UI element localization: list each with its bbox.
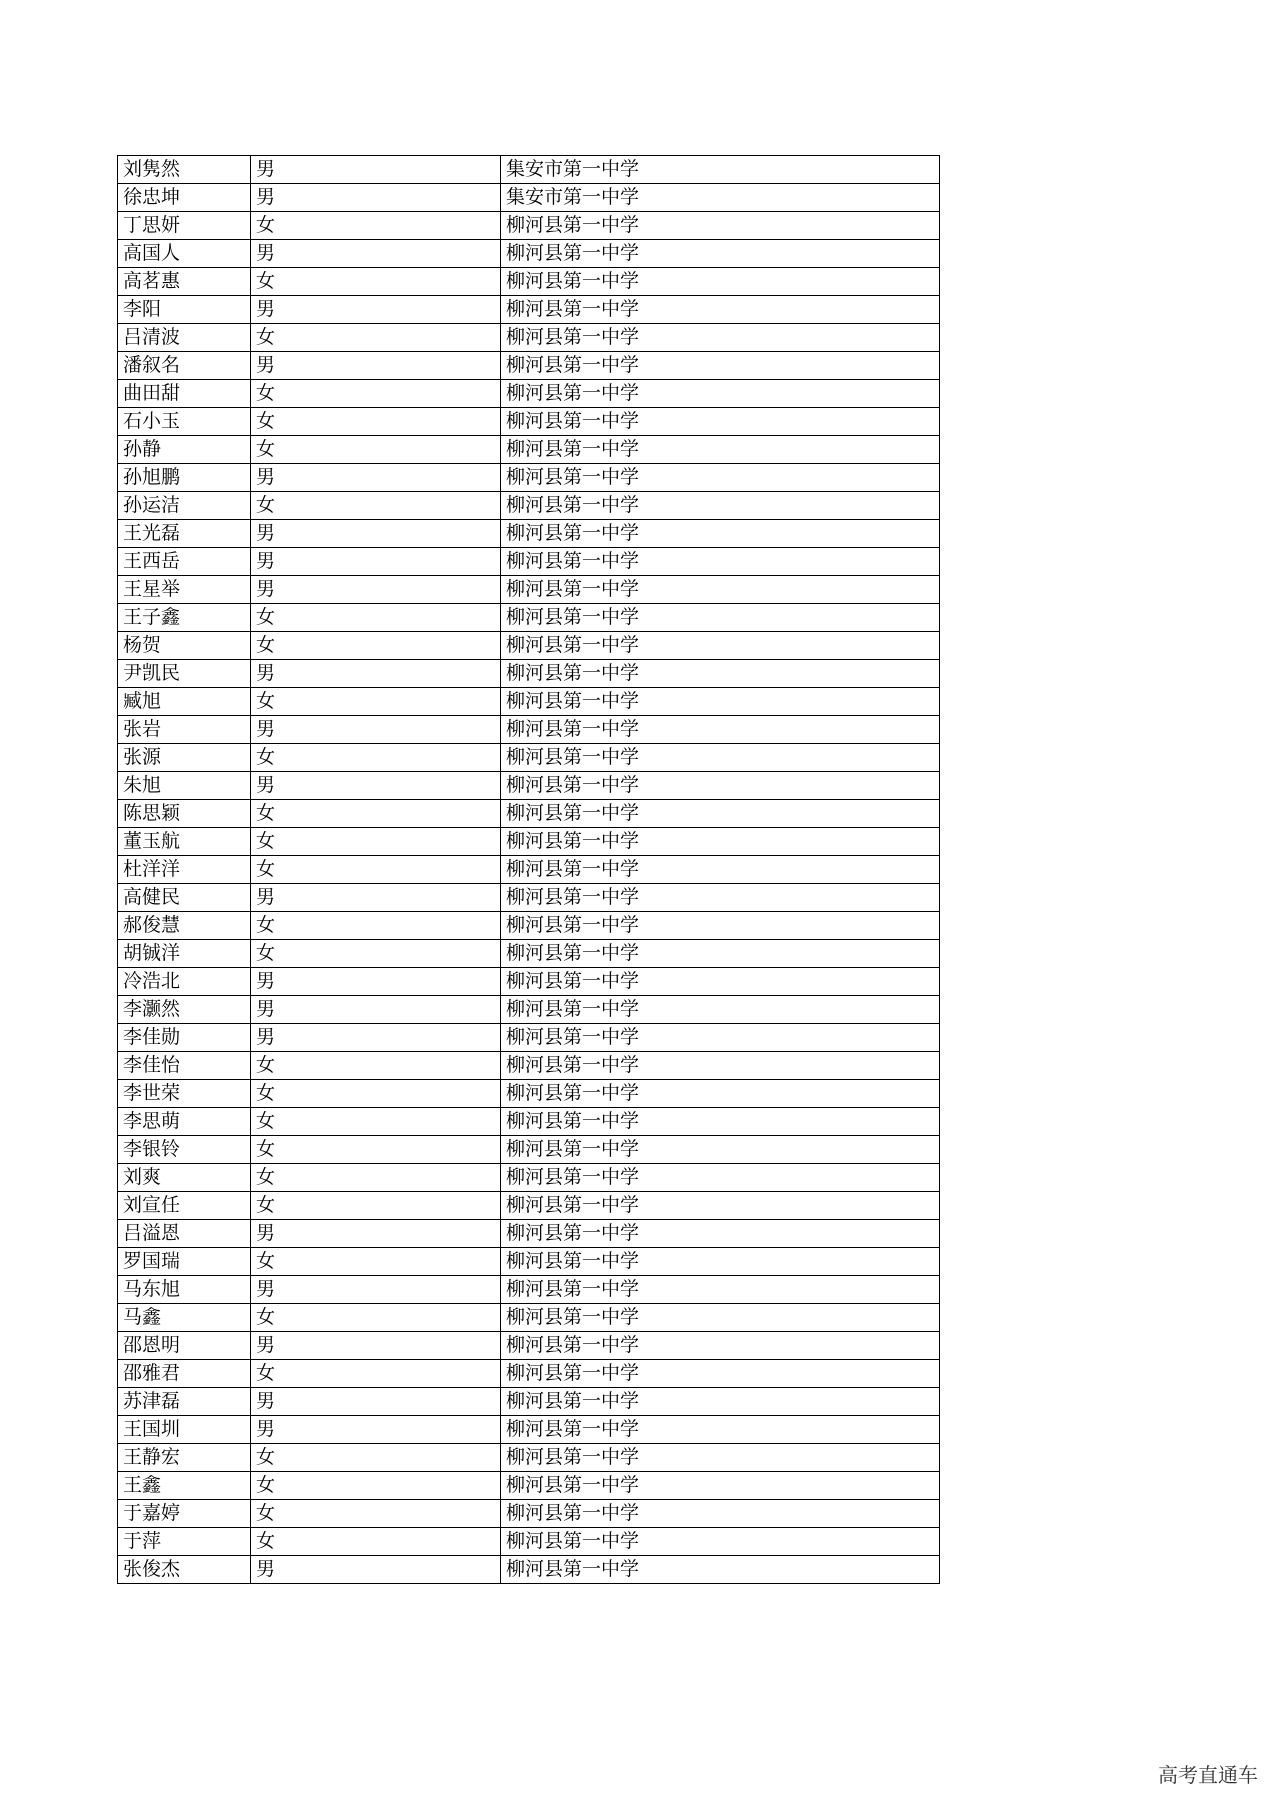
school-cell: 柳河县第一中学	[501, 996, 940, 1024]
school-cell: 柳河县第一中学	[501, 828, 940, 856]
gender-cell: 女	[251, 912, 501, 940]
school-cell: 柳河县第一中学	[501, 660, 940, 688]
name-cell: 丁思妍	[118, 212, 251, 240]
school-cell: 柳河县第一中学	[501, 1220, 940, 1248]
name-cell: 王西岳	[118, 548, 251, 576]
table-row	[118, 1388, 940, 1416]
school-cell: 柳河县第一中学	[501, 856, 940, 884]
table-row	[118, 1556, 940, 1584]
table-row	[118, 1024, 940, 1052]
name-cell: 马东旭	[118, 1276, 251, 1304]
gender-cell: 女	[251, 268, 501, 296]
name-cell: 王静宏	[118, 1444, 251, 1472]
school-cell: 柳河县第一中学	[501, 1528, 940, 1556]
table-row	[118, 856, 940, 884]
table-row	[118, 240, 940, 268]
gender-cell: 男	[251, 968, 501, 996]
gender-cell: 男	[251, 660, 501, 688]
table-row	[118, 1276, 940, 1304]
student-table-body	[118, 156, 940, 1584]
name-cell: 罗国瑞	[118, 1248, 251, 1276]
school-cell: 柳河县第一中学	[501, 492, 940, 520]
table-row	[118, 940, 940, 968]
table-row	[118, 1220, 940, 1248]
school-cell: 柳河县第一中学	[501, 632, 940, 660]
gender-cell: 女	[251, 1444, 501, 1472]
school-cell: 柳河县第一中学	[501, 1136, 940, 1164]
gender-cell: 女	[251, 1500, 501, 1528]
table-row	[118, 996, 940, 1024]
school-cell: 柳河县第一中学	[501, 1556, 940, 1584]
school-cell: 柳河县第一中学	[501, 464, 940, 492]
school-cell: 柳河县第一中学	[501, 520, 940, 548]
table-row	[118, 1108, 940, 1136]
table-row	[118, 1472, 940, 1500]
table-row	[118, 380, 940, 408]
name-cell: 董玉航	[118, 828, 251, 856]
school-cell: 柳河县第一中学	[501, 240, 940, 268]
table-row	[118, 716, 940, 744]
name-cell: 王光磊	[118, 520, 251, 548]
school-cell: 柳河县第一中学	[501, 1080, 940, 1108]
gender-cell: 女	[251, 1080, 501, 1108]
table-row	[118, 184, 940, 212]
gender-cell: 女	[251, 688, 501, 716]
school-cell: 集安市第一中学	[501, 184, 940, 212]
gender-cell: 女	[251, 380, 501, 408]
school-cell: 柳河县第一中学	[501, 1332, 940, 1360]
gender-cell: 女	[251, 1052, 501, 1080]
school-cell: 柳河县第一中学	[501, 1500, 940, 1528]
table-row	[118, 968, 940, 996]
name-cell: 李思萌	[118, 1108, 251, 1136]
school-cell: 柳河县第一中学	[501, 1108, 940, 1136]
gender-cell: 女	[251, 1164, 501, 1192]
name-cell: 刘爽	[118, 1164, 251, 1192]
name-cell: 陈思颖	[118, 800, 251, 828]
name-cell: 张俊杰	[118, 1556, 251, 1584]
table-row	[118, 408, 940, 436]
table-row	[118, 1528, 940, 1556]
table-row	[118, 464, 940, 492]
gender-cell: 女	[251, 492, 501, 520]
name-cell: 李阳	[118, 296, 251, 324]
name-cell: 尹凯民	[118, 660, 251, 688]
table-row	[118, 576, 940, 604]
school-cell: 柳河县第一中学	[501, 800, 940, 828]
school-cell: 柳河县第一中学	[501, 1192, 940, 1220]
name-cell: 李佳怡	[118, 1052, 251, 1080]
gender-cell: 女	[251, 408, 501, 436]
gender-cell: 男	[251, 1388, 501, 1416]
school-cell: 柳河县第一中学	[501, 1276, 940, 1304]
table-row	[118, 1416, 940, 1444]
name-cell: 张源	[118, 744, 251, 772]
gender-cell: 女	[251, 1304, 501, 1332]
name-cell: 吕清波	[118, 324, 251, 352]
name-cell: 刘隽然	[118, 156, 251, 184]
table-row	[118, 1080, 940, 1108]
table-row	[118, 828, 940, 856]
table-row	[118, 1304, 940, 1332]
school-cell: 柳河县第一中学	[501, 296, 940, 324]
table-row	[118, 156, 940, 184]
name-cell: 王鑫	[118, 1472, 251, 1500]
watermark-text: 高考直通车	[1158, 1763, 1258, 1787]
gender-cell: 男	[251, 240, 501, 268]
school-cell: 柳河县第一中学	[501, 1416, 940, 1444]
school-cell: 柳河县第一中学	[501, 1248, 940, 1276]
gender-cell: 女	[251, 632, 501, 660]
gender-cell: 男	[251, 1276, 501, 1304]
table-row	[118, 604, 940, 632]
name-cell: 李灏然	[118, 996, 251, 1024]
table-row	[118, 268, 940, 296]
school-cell: 柳河县第一中学	[501, 576, 940, 604]
name-cell: 刘宣任	[118, 1192, 251, 1220]
school-cell: 柳河县第一中学	[501, 940, 940, 968]
name-cell: 臧旭	[118, 688, 251, 716]
gender-cell: 男	[251, 884, 501, 912]
school-cell: 柳河县第一中学	[501, 884, 940, 912]
name-cell: 曲田甜	[118, 380, 251, 408]
gender-cell: 男	[251, 296, 501, 324]
gender-cell: 女	[251, 856, 501, 884]
school-cell: 柳河县第一中学	[501, 912, 940, 940]
gender-cell: 女	[251, 1528, 501, 1556]
school-cell: 柳河县第一中学	[501, 548, 940, 576]
name-cell: 杨贺	[118, 632, 251, 660]
school-cell: 柳河县第一中学	[501, 1052, 940, 1080]
name-cell: 王星举	[118, 576, 251, 604]
school-cell: 柳河县第一中学	[501, 352, 940, 380]
school-cell: 柳河县第一中学	[501, 408, 940, 436]
table-row	[118, 800, 940, 828]
table-row	[118, 632, 940, 660]
table-row	[118, 1136, 940, 1164]
school-cell: 柳河县第一中学	[501, 1388, 940, 1416]
name-cell: 邵雅君	[118, 1360, 251, 1388]
table-row	[118, 912, 940, 940]
gender-cell: 女	[251, 436, 501, 464]
school-cell: 柳河县第一中学	[501, 212, 940, 240]
school-cell: 柳河县第一中学	[501, 380, 940, 408]
table-row	[118, 520, 940, 548]
school-cell: 柳河县第一中学	[501, 1360, 940, 1388]
name-cell: 邵恩明	[118, 1332, 251, 1360]
name-cell: 徐忠坤	[118, 184, 251, 212]
school-cell: 柳河县第一中学	[501, 268, 940, 296]
gender-cell: 男	[251, 1332, 501, 1360]
table-row	[118, 436, 940, 464]
table-row	[118, 1248, 940, 1276]
name-cell: 于嘉婷	[118, 1500, 251, 1528]
gender-cell: 男	[251, 156, 501, 184]
name-cell: 潘叙名	[118, 352, 251, 380]
gender-cell: 女	[251, 828, 501, 856]
gender-cell: 男	[251, 1556, 501, 1584]
table-row	[118, 324, 940, 352]
gender-cell: 女	[251, 744, 501, 772]
name-cell: 马鑫	[118, 1304, 251, 1332]
name-cell: 孙运洁	[118, 492, 251, 520]
gender-cell: 女	[251, 1248, 501, 1276]
table-row	[118, 772, 940, 800]
school-cell: 柳河县第一中学	[501, 716, 940, 744]
school-cell: 柳河县第一中学	[501, 1024, 940, 1052]
name-cell: 张岩	[118, 716, 251, 744]
gender-cell: 男	[251, 996, 501, 1024]
gender-cell: 男	[251, 716, 501, 744]
table-row	[118, 492, 940, 520]
school-cell: 柳河县第一中学	[501, 604, 940, 632]
name-cell: 李世荣	[118, 1080, 251, 1108]
school-cell: 柳河县第一中学	[501, 1472, 940, 1500]
gender-cell: 女	[251, 940, 501, 968]
school-cell: 柳河县第一中学	[501, 688, 940, 716]
gender-cell: 男	[251, 548, 501, 576]
name-cell: 石小玉	[118, 408, 251, 436]
school-cell: 柳河县第一中学	[501, 968, 940, 996]
school-cell: 柳河县第一中学	[501, 744, 940, 772]
gender-cell: 女	[251, 1108, 501, 1136]
name-cell: 吕溢恩	[118, 1220, 251, 1248]
table-row	[118, 352, 940, 380]
name-cell: 苏津磊	[118, 1388, 251, 1416]
school-cell: 柳河县第一中学	[501, 436, 940, 464]
table-row	[118, 884, 940, 912]
gender-cell: 女	[251, 604, 501, 632]
name-cell: 李佳勋	[118, 1024, 251, 1052]
school-cell: 柳河县第一中学	[501, 1444, 940, 1472]
table-row	[118, 1164, 940, 1192]
school-cell: 柳河县第一中学	[501, 324, 940, 352]
name-cell: 高国人	[118, 240, 251, 268]
name-cell: 郝俊慧	[118, 912, 251, 940]
name-cell: 胡铖洋	[118, 940, 251, 968]
table-row	[118, 1332, 940, 1360]
name-cell: 王国圳	[118, 1416, 251, 1444]
name-cell: 高茗惠	[118, 268, 251, 296]
gender-cell: 男	[251, 1416, 501, 1444]
gender-cell: 男	[251, 576, 501, 604]
gender-cell: 女	[251, 212, 501, 240]
gender-cell: 女	[251, 1192, 501, 1220]
name-cell: 朱旭	[118, 772, 251, 800]
gender-cell: 女	[251, 324, 501, 352]
name-cell: 杜洋洋	[118, 856, 251, 884]
name-cell: 李银铃	[118, 1136, 251, 1164]
school-cell: 柳河县第一中学	[501, 1304, 940, 1332]
gender-cell: 女	[251, 1472, 501, 1500]
table-row	[118, 1360, 940, 1388]
name-cell: 于萍	[118, 1528, 251, 1556]
name-cell: 孙静	[118, 436, 251, 464]
name-cell: 冷浩北	[118, 968, 251, 996]
gender-cell: 男	[251, 184, 501, 212]
gender-cell: 男	[251, 464, 501, 492]
gender-cell: 女	[251, 1360, 501, 1388]
gender-cell: 女	[251, 800, 501, 828]
gender-cell: 男	[251, 1220, 501, 1248]
table-row	[118, 1500, 940, 1528]
gender-cell: 女	[251, 1136, 501, 1164]
name-cell: 高健民	[118, 884, 251, 912]
table-row	[118, 1052, 940, 1080]
school-cell: 柳河县第一中学	[501, 1164, 940, 1192]
table-row	[118, 548, 940, 576]
gender-cell: 男	[251, 772, 501, 800]
school-cell: 集安市第一中学	[501, 156, 940, 184]
name-cell: 孙旭鹏	[118, 464, 251, 492]
student-table	[117, 155, 940, 1584]
table-row	[118, 1444, 940, 1472]
table-row	[118, 212, 940, 240]
table-row	[118, 744, 940, 772]
table-row	[118, 1192, 940, 1220]
school-cell: 柳河县第一中学	[501, 772, 940, 800]
name-cell: 王子鑫	[118, 604, 251, 632]
gender-cell: 男	[251, 352, 501, 380]
table-row	[118, 688, 940, 716]
table-row	[118, 660, 940, 688]
gender-cell: 男	[251, 1024, 501, 1052]
table-row	[118, 296, 940, 324]
gender-cell: 男	[251, 520, 501, 548]
